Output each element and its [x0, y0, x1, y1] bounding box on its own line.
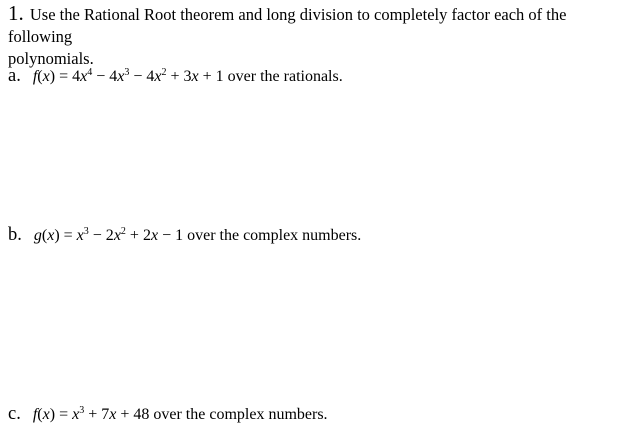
problem-c-letter: c. — [8, 404, 21, 424]
problem-a-equation: $f(x) = 4x^4 - 4x^3 - 4x^2 + 3x + 1$ — [32, 67, 224, 85]
problem-a-suffix: over the rationals. — [227, 68, 343, 85]
question-text-line1: Use the Rational Root theorem and long division to completely factor each of the following — [8, 5, 567, 46]
problem-c — [8, 404, 328, 425]
question-text-line2: polynomials. — [8, 49, 94, 68]
problem-a-letter: a. — [8, 66, 21, 86]
problem-b-suffix: over the complex numbers. — [187, 227, 362, 244]
question-number: 1. — [8, 1, 24, 25]
problem-b-equation: $g(x) = x^3 - 2x^2 + 2x - 1$ — [33, 226, 184, 244]
problem-a — [8, 66, 343, 87]
problem-b — [8, 225, 361, 246]
question-intro — [8, 2, 620, 70]
problem-c-suffix: over the complex numbers. — [153, 406, 328, 423]
problem-b-letter: b. — [8, 225, 22, 245]
problem-c-equation: $f(x) = x^3 + 7x + 48$ — [32, 405, 150, 423]
